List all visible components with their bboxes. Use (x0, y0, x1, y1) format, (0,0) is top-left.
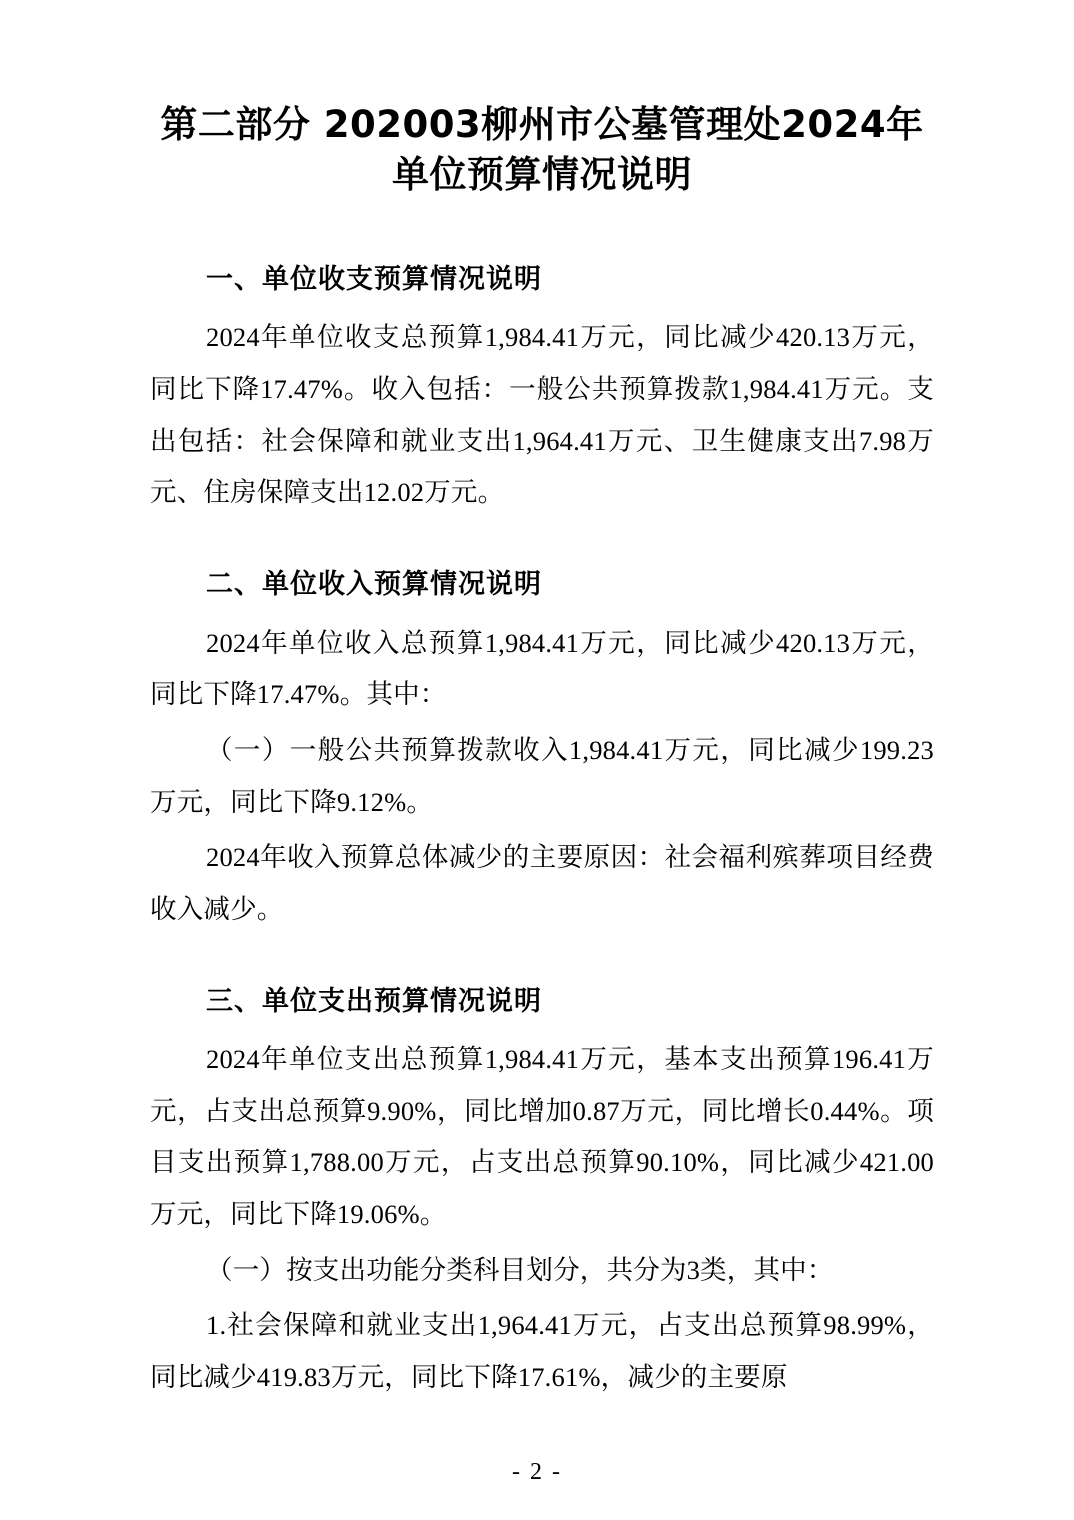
section-heading-1: 一、单位收支预算情况说明 (206, 263, 542, 295)
section-2-paragraph-3: 2024年收入预算总体减少的主要原因：社会福利殡葬项目经费收入减少。 (150, 842, 934, 924)
section-2-paragraph-1: 2024年单位收入总预算1,984.41万元，同比减少420.13万元，同比下降17.47%。其中： (150, 627, 934, 710)
page-number: - 2 - (512, 1459, 562, 1485)
section-3-paragraph-1: 2024年单位支出总预算1,984.41万元，基本支出预算196.41万元，占支出总预算9.90%，同比增加0.87万元，同比增长0.44%。项目支出预算1,788.00万元，占支出总预算90.10%，同比减少421.00万元，同比下降19.06%。 (150, 1044, 934, 1230)
spacer (150, 200, 934, 214)
page-title: 第二部分 202003柳州市公墓管理处2024年单位预算情况说明 (160, 103, 924, 196)
section-heading-3: 三、单位支出预算情况说明 (206, 985, 542, 1017)
section-3-paragraph-3: 1.社会保障和就业支出1,964.41万元，占支出总预算98.99%，同比减少419.83万元，同比下降17.61%，减少的主要原 (150, 1310, 934, 1393)
section-3-paragraph-2: （一）按支出功能分类科目划分，共分为3类，其中： (206, 1254, 834, 1285)
section-1-paragraph-1: 2024年单位收支总预算1,984.41万元，同比减少420.13万元，同比下降17.47%。收入包括：一般公共预算拨款1,984.41万元。支出包括：社会保障和就业支出1,964.41万元、卫生健康支出7.98万元、住房保障支出12.02万元。 (150, 322, 934, 508)
section-heading-2: 二、单位收入预算情况说明 (206, 569, 542, 601)
section-2-paragraph-2: （一）一般公共预算拨款收入1,984.41万元，同比减少199.23万元，同比下降9.12%。 (150, 734, 934, 817)
